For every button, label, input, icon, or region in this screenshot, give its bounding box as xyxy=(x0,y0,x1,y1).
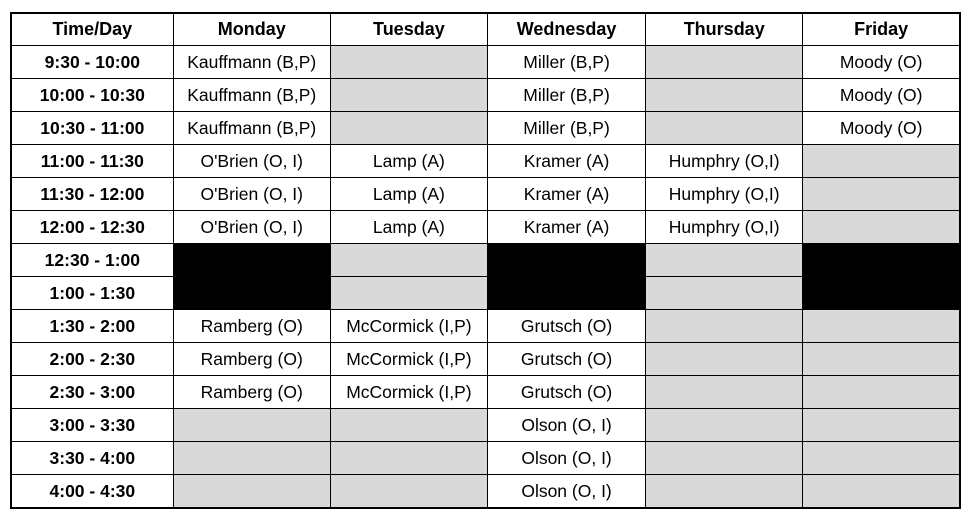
schedule-cell-wednesday: Grutsch (O) xyxy=(487,376,645,409)
table-row xyxy=(11,475,960,509)
schedule-cell-monday xyxy=(173,277,330,310)
schedule-cell-tuesday: Lamp (A) xyxy=(330,211,487,244)
schedule-cell-monday xyxy=(173,244,330,277)
schedule-cell-thursday xyxy=(646,343,803,376)
schedule-cell-wednesday: Grutsch (O) xyxy=(487,310,645,343)
time-slot-label: 3:30 - 4:00 xyxy=(11,442,173,475)
schedule-cell-wednesday: Olson (O, I) xyxy=(487,442,645,475)
schedule-cell-monday: O'Brien (O, I) xyxy=(173,211,330,244)
schedule-cell-thursday: Humphry (O,I) xyxy=(646,178,803,211)
schedule-cell-wednesday xyxy=(487,277,645,310)
schedule-cell-wednesday: Miller (B,P) xyxy=(487,46,645,79)
header-time-day: Time/Day xyxy=(11,13,173,46)
schedule-cell-wednesday xyxy=(487,244,645,277)
table-row xyxy=(11,112,960,145)
schedule-cell-tuesday: McCormick (I,P) xyxy=(330,343,487,376)
schedule-cell-wednesday: Kramer (A) xyxy=(487,211,645,244)
time-slot-label: 1:00 - 1:30 xyxy=(11,277,173,310)
schedule-cell-tuesday xyxy=(330,244,487,277)
schedule-cell-tuesday xyxy=(330,277,487,310)
table-row xyxy=(11,244,960,277)
time-slot-label: 12:30 - 1:00 xyxy=(11,244,173,277)
time-slot-label: 1:30 - 2:00 xyxy=(11,310,173,343)
time-slot-label: 10:30 - 11:00 xyxy=(11,112,173,145)
schedule-cell-wednesday: Olson (O, I) xyxy=(487,475,645,509)
schedule-cell-tuesday xyxy=(330,475,487,509)
schedule-cell-friday: Moody (O) xyxy=(803,46,960,79)
schedule-cell-thursday xyxy=(646,46,803,79)
schedule-cell-monday: Kauffmann (B,P) xyxy=(173,79,330,112)
schedule-cell-monday xyxy=(173,475,330,509)
schedule-cell-tuesday: McCormick (I,P) xyxy=(330,310,487,343)
schedule-cell-wednesday: Miller (B,P) xyxy=(487,79,645,112)
schedule-cell-thursday xyxy=(646,442,803,475)
schedule-cell-friday xyxy=(803,376,960,409)
schedule-cell-wednesday: Miller (B,P) xyxy=(487,112,645,145)
schedule-cell-friday xyxy=(803,442,960,475)
header-tuesday: Tuesday xyxy=(330,13,487,46)
time-slot-label: 9:30 - 10:00 xyxy=(11,46,173,79)
schedule-cell-monday: O'Brien (O, I) xyxy=(173,178,330,211)
schedule-cell-thursday xyxy=(646,310,803,343)
schedule-cell-tuesday: Lamp (A) xyxy=(330,178,487,211)
schedule-cell-monday: Ramberg (O) xyxy=(173,376,330,409)
schedule-cell-friday xyxy=(803,178,960,211)
table-row xyxy=(11,343,960,376)
table-row xyxy=(11,178,960,211)
schedule-cell-monday: O'Brien (O, I) xyxy=(173,145,330,178)
time-slot-label: 10:00 - 10:30 xyxy=(11,79,173,112)
table-row xyxy=(11,211,960,244)
schedule-cell-wednesday: Kramer (A) xyxy=(487,145,645,178)
schedule-cell-thursday xyxy=(646,409,803,442)
schedule-cell-thursday xyxy=(646,244,803,277)
schedule-cell-monday: Ramberg (O) xyxy=(173,310,330,343)
time-slot-label: 12:00 - 12:30 xyxy=(11,211,173,244)
schedule-cell-tuesday xyxy=(330,442,487,475)
schedule-cell-tuesday xyxy=(330,46,487,79)
table-row xyxy=(11,442,960,475)
schedule-cell-tuesday: McCormick (I,P) xyxy=(330,376,487,409)
header-wednesday: Wednesday xyxy=(487,13,645,46)
schedule-cell-tuesday xyxy=(330,79,487,112)
schedule-cell-monday xyxy=(173,442,330,475)
schedule-cell-tuesday xyxy=(330,409,487,442)
schedule-cell-friday xyxy=(803,409,960,442)
header-thursday: Thursday xyxy=(646,13,803,46)
schedule-table xyxy=(10,12,961,509)
header-monday: Monday xyxy=(173,13,330,46)
table-row xyxy=(11,145,960,178)
schedule-cell-friday xyxy=(803,244,960,277)
table-row xyxy=(11,310,960,343)
header-row xyxy=(11,13,960,46)
schedule-cell-thursday xyxy=(646,277,803,310)
time-slot-label: 2:00 - 2:30 xyxy=(11,343,173,376)
table-row xyxy=(11,46,960,79)
schedule-cell-wednesday: Grutsch (O) xyxy=(487,343,645,376)
table-row xyxy=(11,376,960,409)
time-slot-label: 11:00 - 11:30 xyxy=(11,145,173,178)
schedule-cell-friday xyxy=(803,475,960,509)
schedule-body xyxy=(11,46,960,509)
header-friday: Friday xyxy=(803,13,960,46)
schedule-cell-friday xyxy=(803,277,960,310)
schedule-cell-monday: Kauffmann (B,P) xyxy=(173,46,330,79)
schedule-cell-thursday xyxy=(646,475,803,509)
time-slot-label: 2:30 - 3:00 xyxy=(11,376,173,409)
schedule-cell-friday xyxy=(803,211,960,244)
schedule-cell-monday xyxy=(173,409,330,442)
schedule-cell-friday xyxy=(803,145,960,178)
schedule-cell-friday: Moody (O) xyxy=(803,79,960,112)
time-slot-label: 4:00 - 4:30 xyxy=(11,475,173,509)
schedule-cell-friday xyxy=(803,343,960,376)
schedule-cell-tuesday xyxy=(330,112,487,145)
schedule-cell-thursday xyxy=(646,376,803,409)
schedule-cell-tuesday: Lamp (A) xyxy=(330,145,487,178)
table-row xyxy=(11,409,960,442)
time-slot-label: 11:30 - 12:00 xyxy=(11,178,173,211)
table-row xyxy=(11,277,960,310)
schedule-cell-wednesday: Kramer (A) xyxy=(487,178,645,211)
schedule-cell-friday xyxy=(803,310,960,343)
schedule-cell-thursday xyxy=(646,79,803,112)
schedule-cell-monday: Kauffmann (B,P) xyxy=(173,112,330,145)
schedule-cell-thursday xyxy=(646,112,803,145)
time-slot-label: 3:00 - 3:30 xyxy=(11,409,173,442)
schedule-cell-friday: Moody (O) xyxy=(803,112,960,145)
schedule-cell-monday: Ramberg (O) xyxy=(173,343,330,376)
schedule-cell-wednesday: Olson (O, I) xyxy=(487,409,645,442)
schedule-cell-thursday: Humphry (O,I) xyxy=(646,211,803,244)
table-row xyxy=(11,79,960,112)
schedule-cell-thursday: Humphry (O,I) xyxy=(646,145,803,178)
